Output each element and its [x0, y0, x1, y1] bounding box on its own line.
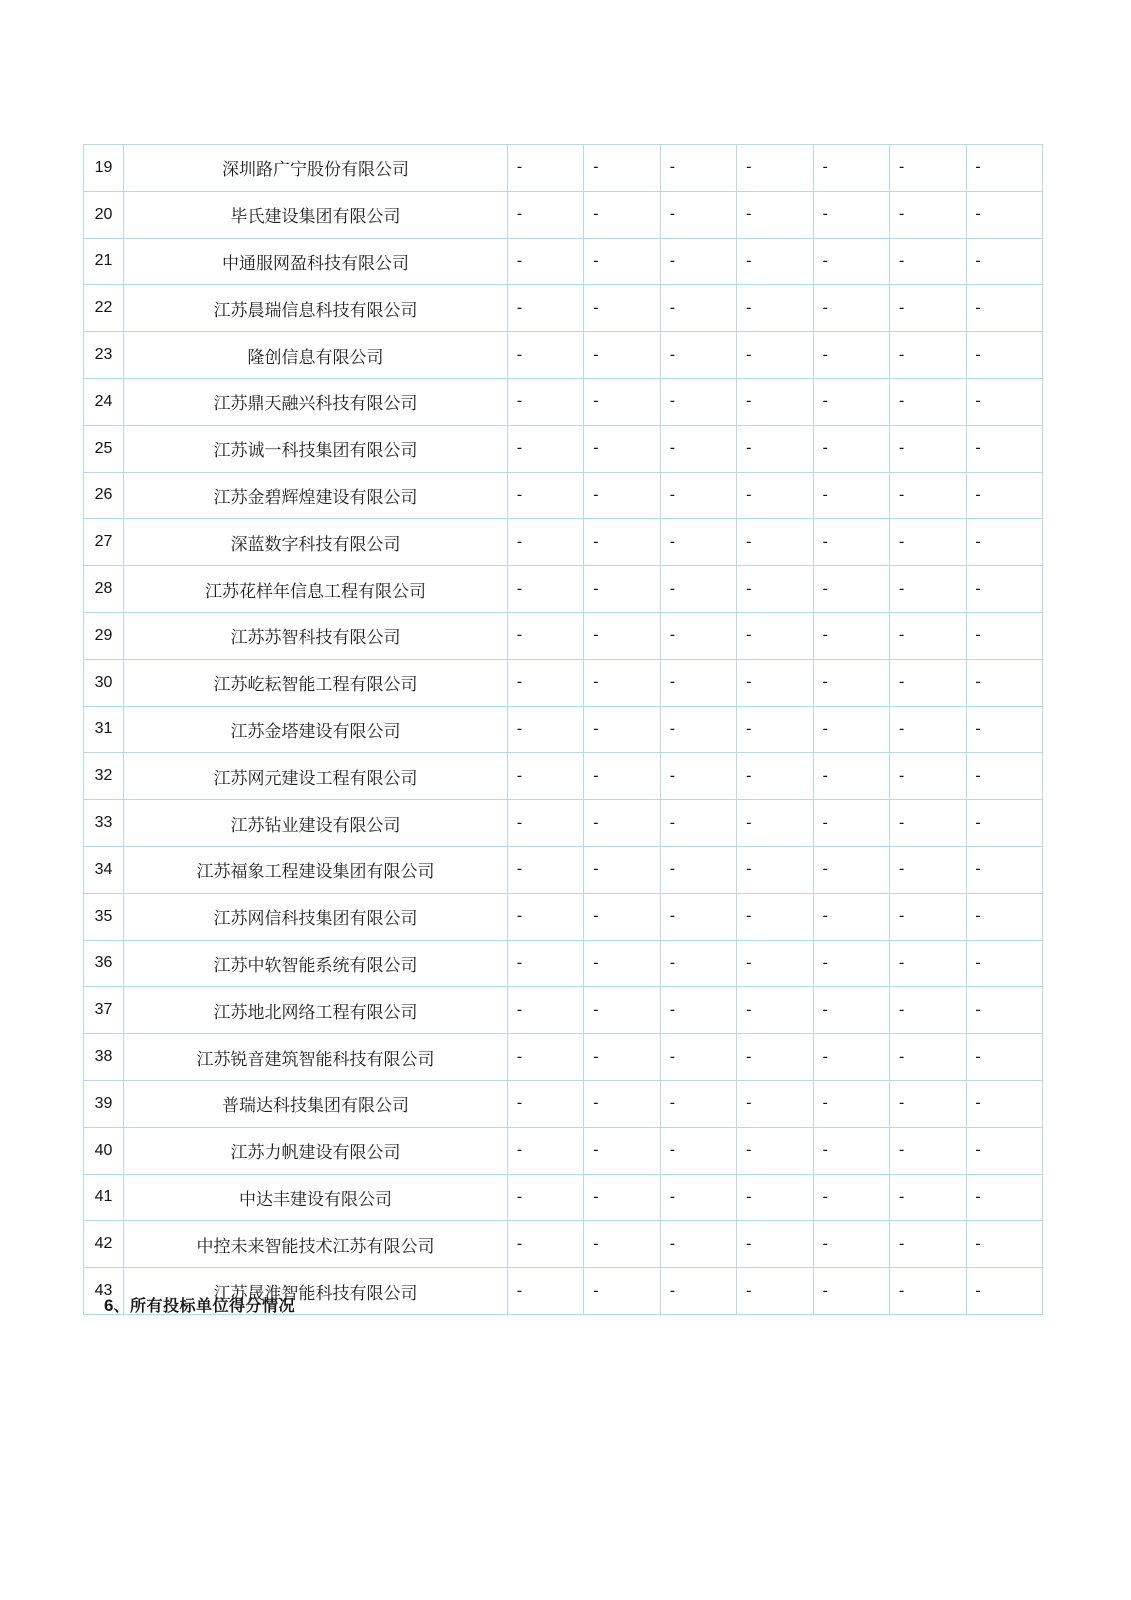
score-cell: - [660, 285, 736, 332]
row-number: 37 [84, 987, 124, 1034]
score-cell: - [584, 659, 660, 706]
score-cell: - [890, 472, 966, 519]
score-cell: - [737, 145, 813, 192]
score-cell: - [890, 1080, 966, 1127]
table-row [84, 378, 1043, 425]
table-row [84, 332, 1043, 379]
company-name: 江苏晟淮智能科技有限公司 [124, 1268, 508, 1315]
score-cell: - [966, 332, 1042, 379]
row-number: 32 [84, 753, 124, 800]
score-cell: - [737, 1174, 813, 1221]
score-cell: - [584, 706, 660, 753]
score-cell: - [737, 940, 813, 987]
score-cell: - [508, 332, 584, 379]
score-cell: - [813, 1080, 889, 1127]
score-cell: - [813, 1174, 889, 1221]
score-cell: - [737, 566, 813, 613]
score-cell: - [584, 1127, 660, 1174]
score-cell: - [966, 893, 1042, 940]
table-row [84, 425, 1043, 472]
company-name: 江苏福象工程建设集团有限公司 [124, 846, 508, 893]
score-cell: - [813, 238, 889, 285]
company-name: 普瑞达科技集团有限公司 [124, 1080, 508, 1127]
score-cell: - [737, 378, 813, 425]
score-cell: - [890, 285, 966, 332]
score-cell: - [890, 1268, 966, 1315]
score-cell: - [584, 987, 660, 1034]
score-cell: - [660, 1221, 736, 1268]
table-row [84, 800, 1043, 847]
company-name: 中通服网盈科技有限公司 [124, 238, 508, 285]
score-cell: - [737, 893, 813, 940]
table-row [84, 987, 1043, 1034]
row-number: 39 [84, 1080, 124, 1127]
score-cell: - [737, 425, 813, 472]
score-cell: - [584, 1268, 660, 1315]
row-number: 38 [84, 1034, 124, 1081]
score-cell: - [813, 1034, 889, 1081]
score-cell: - [660, 1174, 736, 1221]
score-cell: - [584, 1221, 660, 1268]
row-number: 28 [84, 566, 124, 613]
score-cell: - [890, 378, 966, 425]
score-cell: - [737, 191, 813, 238]
score-cell: - [737, 472, 813, 519]
score-cell: - [737, 1221, 813, 1268]
score-cell: - [508, 1174, 584, 1221]
score-cell: - [813, 378, 889, 425]
score-cell: - [890, 566, 966, 613]
score-cell: - [660, 238, 736, 285]
score-cell: - [813, 893, 889, 940]
score-cell: - [813, 145, 889, 192]
score-cell: - [966, 1221, 1042, 1268]
score-cell: - [890, 753, 966, 800]
bidder-score-table [83, 144, 1043, 1315]
score-cell: - [737, 1034, 813, 1081]
row-number: 29 [84, 612, 124, 659]
row-number: 26 [84, 472, 124, 519]
company-name: 江苏金塔建设有限公司 [124, 706, 508, 753]
score-cell: - [890, 1127, 966, 1174]
score-cell: - [508, 145, 584, 192]
score-cell: - [890, 1221, 966, 1268]
score-cell: - [966, 145, 1042, 192]
score-cell: - [584, 332, 660, 379]
score-cell: - [737, 1268, 813, 1315]
score-cell: - [737, 706, 813, 753]
score-cell: - [966, 1127, 1042, 1174]
score-cell: - [966, 612, 1042, 659]
score-cell: - [737, 1127, 813, 1174]
table-row [84, 706, 1043, 753]
score-cell: - [508, 940, 584, 987]
score-cell: - [737, 332, 813, 379]
row-number: 33 [84, 800, 124, 847]
score-cell: - [813, 1221, 889, 1268]
row-number: 42 [84, 1221, 124, 1268]
score-cell: - [660, 987, 736, 1034]
score-cell: - [508, 378, 584, 425]
table-row [84, 1174, 1043, 1221]
score-cell: - [966, 940, 1042, 987]
table-row [84, 1034, 1043, 1081]
table-row [84, 659, 1043, 706]
score-cell: - [737, 1080, 813, 1127]
score-cell: - [660, 1268, 736, 1315]
score-cell: - [966, 659, 1042, 706]
score-cell: - [508, 612, 584, 659]
score-cell: - [890, 1034, 966, 1081]
score-cell: - [737, 659, 813, 706]
score-cell: - [737, 285, 813, 332]
score-cell: - [813, 940, 889, 987]
row-number: 22 [84, 285, 124, 332]
score-cell: - [508, 1221, 584, 1268]
score-cell: - [813, 566, 889, 613]
score-cell: - [660, 425, 736, 472]
score-cell: - [890, 846, 966, 893]
score-cell: - [966, 519, 1042, 566]
company-name: 江苏诚一科技集团有限公司 [124, 425, 508, 472]
score-cell: - [813, 285, 889, 332]
table-row [84, 1127, 1043, 1174]
score-cell: - [813, 846, 889, 893]
table-row [84, 566, 1043, 613]
score-cell: - [966, 846, 1042, 893]
score-cell: - [584, 238, 660, 285]
score-cell: - [660, 1034, 736, 1081]
score-cell: - [660, 846, 736, 893]
score-cell: - [966, 706, 1042, 753]
score-cell: - [966, 472, 1042, 519]
company-name: 江苏中软智能系统有限公司 [124, 940, 508, 987]
row-number: 20 [84, 191, 124, 238]
row-number: 21 [84, 238, 124, 285]
company-name: 江苏苏智科技有限公司 [124, 612, 508, 659]
row-number: 24 [84, 378, 124, 425]
score-cell: - [660, 753, 736, 800]
row-number: 30 [84, 659, 124, 706]
score-cell: - [890, 238, 966, 285]
score-cell: - [813, 612, 889, 659]
table-row [84, 940, 1043, 987]
company-name: 江苏鼎天融兴科技有限公司 [124, 378, 508, 425]
score-cell: - [966, 800, 1042, 847]
score-cell: - [737, 753, 813, 800]
score-cell: - [508, 566, 584, 613]
score-cell: - [966, 1174, 1042, 1221]
score-cell: - [737, 238, 813, 285]
score-cell: - [508, 1034, 584, 1081]
row-number: 40 [84, 1127, 124, 1174]
score-cell: - [660, 893, 736, 940]
score-cell: - [584, 425, 660, 472]
score-cell: - [584, 753, 660, 800]
company-name: 江苏钻业建设有限公司 [124, 800, 508, 847]
company-name: 江苏力帆建设有限公司 [124, 1127, 508, 1174]
score-cell: - [660, 940, 736, 987]
score-cell: - [508, 238, 584, 285]
score-cell: - [737, 800, 813, 847]
row-number: 23 [84, 332, 124, 379]
score-cell: - [584, 519, 660, 566]
score-cell: - [813, 1127, 889, 1174]
score-cell: - [966, 238, 1042, 285]
company-name: 中控未来智能技术江苏有限公司 [124, 1221, 508, 1268]
company-name: 江苏晨瑞信息科技有限公司 [124, 285, 508, 332]
row-number: 19 [84, 145, 124, 192]
company-name: 江苏锐音建筑智能科技有限公司 [124, 1034, 508, 1081]
row-number: 35 [84, 893, 124, 940]
score-cell: - [508, 1080, 584, 1127]
score-cell: - [508, 425, 584, 472]
score-cell: - [966, 1080, 1042, 1127]
score-cell: - [660, 566, 736, 613]
score-cell: - [660, 378, 736, 425]
company-name: 深圳路广宁股份有限公司 [124, 145, 508, 192]
score-cell: - [813, 753, 889, 800]
score-cell: - [584, 893, 660, 940]
score-cell: - [890, 191, 966, 238]
score-cell: - [737, 987, 813, 1034]
score-cell: - [966, 378, 1042, 425]
company-name: 江苏花样年信息工程有限公司 [124, 566, 508, 613]
table-row [84, 238, 1043, 285]
row-number: 25 [84, 425, 124, 472]
table-row [84, 472, 1043, 519]
table-row [84, 753, 1043, 800]
score-cell: - [660, 519, 736, 566]
score-cell: - [890, 519, 966, 566]
score-cell: - [508, 1127, 584, 1174]
score-cell: - [508, 472, 584, 519]
score-cell: - [813, 987, 889, 1034]
score-cell: - [584, 472, 660, 519]
table-row [84, 1080, 1043, 1127]
score-cell: - [966, 1034, 1042, 1081]
score-cell: - [508, 706, 584, 753]
score-cell: - [813, 472, 889, 519]
score-cell: - [584, 378, 660, 425]
score-cell: - [508, 800, 584, 847]
score-cell: - [508, 659, 584, 706]
score-cell: - [584, 145, 660, 192]
score-cell: - [584, 940, 660, 987]
company-name: 毕氏建设集团有限公司 [124, 191, 508, 238]
score-cell: - [660, 145, 736, 192]
score-cell: - [584, 285, 660, 332]
score-cell: - [508, 987, 584, 1034]
score-cell: - [813, 191, 889, 238]
row-number: 36 [84, 940, 124, 987]
row-number: 34 [84, 846, 124, 893]
score-cell: - [813, 519, 889, 566]
score-cell: - [813, 706, 889, 753]
score-cell: - [813, 659, 889, 706]
score-cell: - [890, 425, 966, 472]
score-cell: - [508, 893, 584, 940]
score-cell: - [660, 706, 736, 753]
score-cell: - [660, 612, 736, 659]
score-cell: - [890, 893, 966, 940]
score-cell: - [890, 612, 966, 659]
table-row [84, 1221, 1043, 1268]
score-cell: - [584, 191, 660, 238]
row-number: 41 [84, 1174, 124, 1221]
section-heading [104, 1293, 295, 1316]
table-row [84, 612, 1043, 659]
row-number: 43 [84, 1268, 124, 1315]
score-cell: - [660, 1080, 736, 1127]
table-row [84, 191, 1043, 238]
company-name: 隆创信息有限公司 [124, 332, 508, 379]
score-cell: - [584, 1034, 660, 1081]
table-row [84, 846, 1043, 893]
company-name: 江苏网元建设工程有限公司 [124, 753, 508, 800]
score-cell: - [660, 191, 736, 238]
row-number: 27 [84, 519, 124, 566]
score-cell: - [813, 800, 889, 847]
score-cell: - [966, 425, 1042, 472]
score-cell: - [508, 753, 584, 800]
score-cell: - [584, 1080, 660, 1127]
score-cell: - [966, 1268, 1042, 1315]
score-cell: - [660, 472, 736, 519]
table-row [84, 893, 1043, 940]
score-cell: - [813, 1268, 889, 1315]
table-row [84, 519, 1043, 566]
score-cell: - [737, 612, 813, 659]
score-cell: - [890, 706, 966, 753]
section-number: 6 [104, 1296, 114, 1315]
score-cell: - [660, 332, 736, 379]
company-name: 深蓝数字科技有限公司 [124, 519, 508, 566]
score-cell: - [660, 659, 736, 706]
score-cell: - [890, 987, 966, 1034]
score-cell: - [890, 1174, 966, 1221]
score-cell: - [584, 800, 660, 847]
company-name: 江苏地北网络工程有限公司 [124, 987, 508, 1034]
score-cell: - [813, 332, 889, 379]
score-cell: - [966, 191, 1042, 238]
score-cell: - [508, 519, 584, 566]
score-cell: - [737, 846, 813, 893]
score-cell: - [966, 566, 1042, 613]
score-cell: - [890, 940, 966, 987]
score-cell: - [890, 145, 966, 192]
score-cell: - [584, 1174, 660, 1221]
score-cell: - [508, 1268, 584, 1315]
score-cell: - [508, 285, 584, 332]
score-cell: - [813, 425, 889, 472]
score-cell: - [966, 285, 1042, 332]
score-cell: - [737, 519, 813, 566]
score-cell: - [890, 800, 966, 847]
score-cell: - [890, 332, 966, 379]
score-cell: - [660, 1127, 736, 1174]
table-row [84, 145, 1043, 192]
score-cell: - [966, 987, 1042, 1034]
score-cell: - [508, 846, 584, 893]
row-number: 31 [84, 706, 124, 753]
company-name: 江苏金碧辉煌建设有限公司 [124, 472, 508, 519]
score-cell: - [660, 800, 736, 847]
score-cell: - [966, 753, 1042, 800]
company-name: 江苏屹耘智能工程有限公司 [124, 659, 508, 706]
score-cell: - [584, 846, 660, 893]
company-name: 中达丰建设有限公司 [124, 1174, 508, 1221]
score-cell: - [584, 612, 660, 659]
section-title: 、所有投标单位得分情况 [113, 1298, 295, 1315]
table-row [84, 285, 1043, 332]
score-cell: - [584, 566, 660, 613]
score-cell: - [890, 659, 966, 706]
score-cell: - [508, 191, 584, 238]
company-name: 江苏网信科技集团有限公司 [124, 893, 508, 940]
